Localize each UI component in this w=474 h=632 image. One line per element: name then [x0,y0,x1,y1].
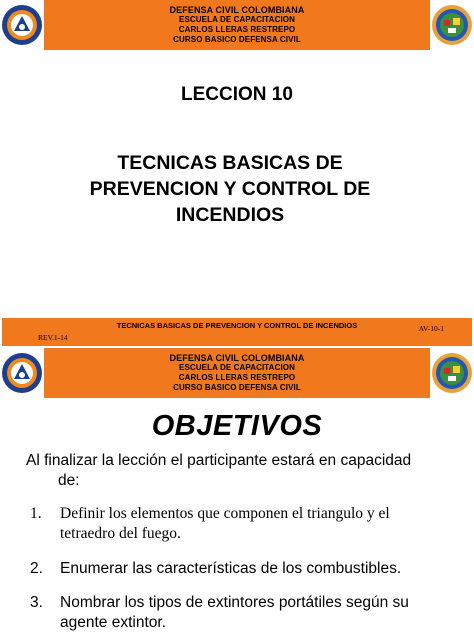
header-line: DEFENSA CIVIL COLOMBIANA [169,5,305,15]
header-band [44,348,430,398]
item-line: agente extintor. [60,614,166,631]
item-line: tetraedro del fuego. [60,525,181,542]
header-line: ESCUELA DE CAPACITACION [179,15,295,24]
objective-item [30,593,470,632]
intro-line: Al finalizar la lección el participante estará en capacidad [26,452,412,469]
slide-header [0,348,474,398]
header-band [44,0,430,50]
objectives-title: OBJETIVOS [151,410,323,442]
lesson-title: LECCION 10 [181,84,293,105]
item-number: 3. [30,594,43,611]
objective-item [30,559,470,579]
subtitle-line: PREVENCION Y CONTROL DE [89,178,371,200]
footer-revision: REV.1-14 [38,333,68,342]
header-line: CURSO BASICO DEFENSA CIVIL [173,383,301,392]
header-line: DEFENSA CIVIL COLOMBIANA [169,353,305,363]
subtitle-line: TECNICAS BASICAS DE [117,152,343,174]
lesson-subtitle [60,150,400,228]
slide-header [0,0,474,50]
header-line: ESCUELA DE CAPACITACION [179,363,295,372]
item-number: 1. [30,505,42,522]
defensa-civil-emblem-icon [1,351,43,395]
header-line: CURSO BASICO DEFENSA CIVIL [173,35,301,44]
escuela-capacitacion-emblem-icon [431,3,473,47]
header-line: CARLOS LLERAS RESTREPO [178,25,296,34]
item-line: Nombrar los tipos de extintores portátiles según su [60,594,409,611]
objectives-intro [26,451,466,491]
item-line: Definir los elementos que componen el triangulo y el [60,505,390,522]
defensa-civil-emblem-icon [1,3,43,47]
footer-code: AV-10-1 [418,324,444,333]
intro-line: de: [58,472,80,489]
objective-item [30,504,470,544]
footer-title: TECNICAS BASICAS DE PREVENCION Y CONTROL DE INCENDIOS [116,321,358,330]
item-number: 2. [30,560,43,577]
item-line: Enumerar las características de los combustibles. [60,560,402,577]
header-line: CARLOS LLERAS RESTREPO [178,373,296,382]
slide-2 [0,348,474,632]
slide-footer [2,318,472,346]
escuela-capacitacion-emblem-icon [431,351,473,395]
subtitle-line: INCENDIOS [175,204,285,226]
